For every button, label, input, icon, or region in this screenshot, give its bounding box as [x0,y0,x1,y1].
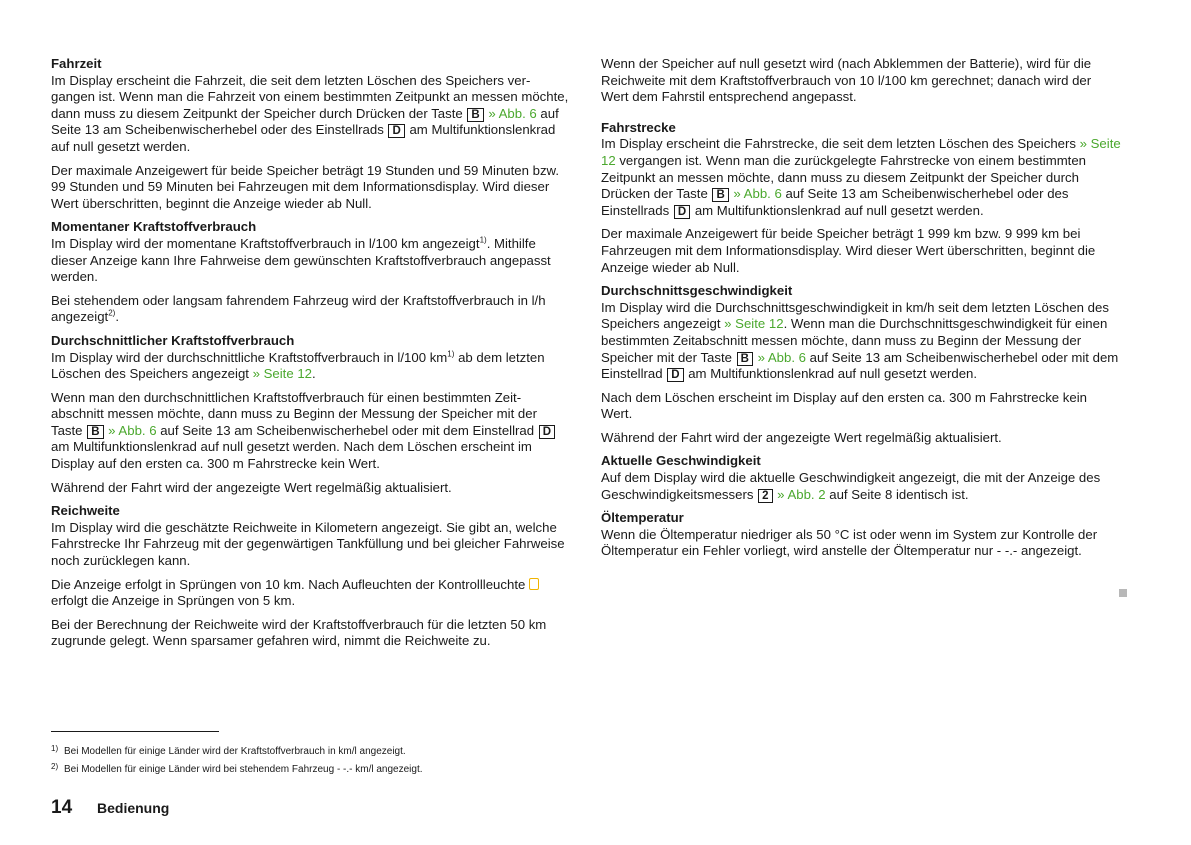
para-intro: Wenn der Speicher auf null gesetzt wird (nach Abklemmen der Batterie), wird für die Reichweite mit dem Kraftstoffverbrauch von 10 l/100 km gerechnet; danach wird der Wert dem Fahrstil entsprechend angepasst. [601,56,1092,105]
section-geschwindigkeit [601,283,1121,446]
para-geschwindigkeit-1 [601,300,1121,383]
section-fahrstrecke [601,120,1121,276]
text: Im Display wird die Durchschnittsgeschwindigkeit in km/h seit dem letzten Löschen des Speichers angezeigt [601,299,1109,332]
heading-reichweite: Reichweite [51,503,120,519]
footnote-rule [51,731,219,732]
heading-geschwindigkeit: Durchschnittsgeschwindigkeit [601,283,793,299]
para-aktuelle-1 [601,470,1121,503]
text: ab dem letzten Löschen des Speichers angezeigt [51,349,545,382]
key-d: D [388,124,404,138]
link-abb-6[interactable]: » Abb. 6 [729,186,782,202]
section-reichweite [51,503,569,650]
footnote-2 [51,759,423,777]
para-fahrstrecke-1 [601,136,1121,219]
para-durchschnitt-3: Während der Fahrt wird der angezeigte Wert regelmäßig aktualisiert. [51,479,452,495]
text: Wenn man den durchschnittlichen Kraftstoffverbrauch für einen bestimmten Zeitabschnitt messen möchte, dann muss zu Beginn der Messung der Speicher mit der Taste [51,389,537,438]
key-d: D [539,425,555,439]
heading-momentan: Momentaner Kraftstoffverbrauch [51,219,257,235]
footnote-text: Bei Modellen für einige Länder wird bei stehendem Fahrzeug - -.- km/l angezeigt. [64,764,423,775]
para-durchschnitt-2 [51,390,569,473]
text: auf Seite 13 am Scheibenwischerhebel oder mit dem Einstellrad [601,349,1119,382]
footnote-ref-2: 2) [108,308,116,318]
key-b: B [87,425,103,439]
text: . Mithilfe dieser Anzeige kann Ihre Fahrweise dem gewünschten Kraftstoffverbrauch angepasst werden. [51,235,551,285]
footnote-ref-1: 1) [447,349,455,359]
para-geschwindigkeit-2: Nach dem Löschen erscheint im Display auf den ersten ca. 300 m Fahrstrecke kein Wert. [601,389,1087,422]
text: auf Seite 13 am Scheibenwischerhebel oder des Einstellrads [601,186,1069,218]
text: am Multifunktionslenkrad auf null gesetzt werden. Nach dem Löschen erscheint im Display auf den ersten ca. 300 m Fahrstrecke kein Wert. [51,439,532,472]
footnote-mark: 1) [51,744,59,753]
link-abb-2[interactable]: » Abb. 2 [773,486,826,502]
section-aktuelle [601,453,1121,503]
footnote-mark: 2) [51,762,59,771]
heading-fahrzeit: Fahrzeit [51,56,102,71]
para-fahrzeit-1 [51,73,569,156]
text: . [312,366,316,382]
right-column [601,56,1121,567]
link-abb-6[interactable]: » Abb. 6 [104,422,157,438]
key-d: D [667,368,683,382]
key-b: B [737,352,753,366]
footnotes [51,741,423,777]
para-momentan-1 [51,236,569,286]
heading-durchschnitt: Durchschnittlicher Kraftstoffverbrauch [51,332,295,348]
link-seite-12[interactable]: » Seite 12 [724,316,784,332]
heading-aktuelle: Aktuelle Geschwindigkeit [601,453,761,469]
footnote-ref-1: 1) [479,235,487,245]
text: am Multifunktionslenkrad auf null gesetzt werden. [691,202,984,218]
section-momentan [51,219,569,326]
text: Auf dem Display wird die aktuelle Geschwindigkeit angezeigt, die mit der Anzeige des Geschwindigkeitsmessers [601,470,1101,502]
key-b: B [467,108,483,122]
heading-fahrstrecke: Fahrstrecke [601,119,676,135]
text: Bei stehendem oder langsam fahrendem Fahrzeug wird der Kraftstoffverbrauch in l/h angezeigt [51,292,546,325]
text: . [115,309,119,325]
text: Im Display wird der durchschnittliche Kraftstoffverbrauch in l/100 km [51,349,448,365]
text: vergangen ist. Wenn man die zurückgelegte Fahrstrecke von einem bestimmten Zeitpunkt an messen möchte, dann muss zu diesem Zeitpunkt der Speicher durch Drücken der Taste [601,152,1087,202]
para-fahrzeit-2: Der maximale Anzeigewert für beide Speicher beträgt 19 Stunden und 59 Minuten bzw. 99 Stunden und 59 Minuten bei Fahrzeugen mit dem Informationsdisplay. Wird dieser Wert überschritten, beginnt die Anzeige wieder ab Null. [51,162,560,211]
fuel-reserve-icon [529,578,539,590]
link-abb-6[interactable]: » Abb. 6 [753,349,806,365]
para-momentan-2 [51,293,569,326]
section-fahrzeit [51,56,569,212]
para-reichweite-3: Bei der Berechnung der Reichweite wird der Kraftstoffverbrauch für die letzten 50 km zugrunde gelegt. Wenn sparsamer gefahren wird, nimmt die Reichweite zu. [51,616,547,649]
left-column [51,56,569,657]
page-section-title: Bedienung [97,800,170,816]
text: erfolgt die Anzeige in Sprüngen von 5 km. [51,593,296,609]
link-seite-12[interactable]: » Seite 12 [252,366,313,382]
text: auf Seite 13 am Scheibenwischerhebel oder mit dem Einstellrad [156,422,538,438]
section-oel [601,510,1121,560]
text: Die Anzeige erfolgt in Sprüngen von 10 km. Nach Aufleuchten der Kontrollleuchte [51,576,529,592]
footnote-1 [51,741,423,759]
para-reichweite-1: Im Display wird die geschätzte Reichweite in Kilometern angezeigt. Sie gibt an, welche Fahrstrecke Ihr Fahrzeug mit der gegenwärtigen Tankfüllung und bei gleicher Fahrweise noch zurücklegen kann. [51,519,565,569]
page-number: 14 [51,797,73,818]
link-abb-6[interactable]: » Abb. 6 [484,105,537,121]
para-reichweite-2 [51,577,569,610]
link-seite-12[interactable]: » Seite 12 [601,136,1121,168]
text: Im Display erscheint die Fahrstrecke, die seit dem letzten Löschen des Speichers [601,136,1080,152]
para-geschwindigkeit-3: Während der Fahrt wird der angezeigte Wert regelmäßig aktualisiert. [601,429,1002,445]
text: . Wenn man die Durchschnittsgeschwindigkeit für einen bestimmten Zeitabschnitt messen möchte, dann muss zu Beginn der Messung der Speicher mit der Taste [601,316,1108,365]
key-b: B [712,188,728,202]
text: am Multifunktionslenkrad auf null gesetzt werden. [51,122,556,154]
footnote-text: Bei Modellen für einige Länder wird der Kraftstoffverbrauch in km/l angezeigt. [64,746,406,757]
para-fahrstrecke-2: Der maximale Anzeigewert für beide Speicher beträgt 1 999 km bzw. 9 999 km bei Fahrzeugen mit dem Informationsdisplay. Wird dieser Wert überschritten, beginnt die Anzeige wieder ab Null. [601,226,1096,275]
text: am Multifunktionslenkrad auf null gesetzt werden. [684,366,978,382]
para-durchschnitt-1 [51,350,569,383]
text: auf Seite 8 identisch ist. [825,486,969,502]
key-d: D [674,205,690,219]
text: auf Seite 13 am Scheibenwischerhebel oder des Einstellrads [51,105,559,138]
para-oel-1: Wenn die Öltemperatur niedriger als 50 °C ist oder wenn im System zur Kontrolle der Öltemperatur ein Fehler vorliegt, wird anstelle der Öltemperatur nur - -.- angezeigt. [601,526,1098,559]
text: Im Display wird der momentane Kraftstoffverbrauch in l/100 km angezeigt [51,235,480,251]
section-durchschnitt [51,333,569,496]
key-2: 2 [758,489,772,503]
text: Im Display erscheint die Fahrzeit, die seit dem letzten Löschen des Speichers vergangen ist. Wenn man die Fahrzeit von einem bestimmten Zeitpunkt an messen möchte, dann muss zu diesem Zeitpunkt der Speicher durch Drücken der Taste [51,72,569,121]
section-end-marker [1119,589,1127,597]
heading-oel: Öltemperatur [601,510,684,526]
